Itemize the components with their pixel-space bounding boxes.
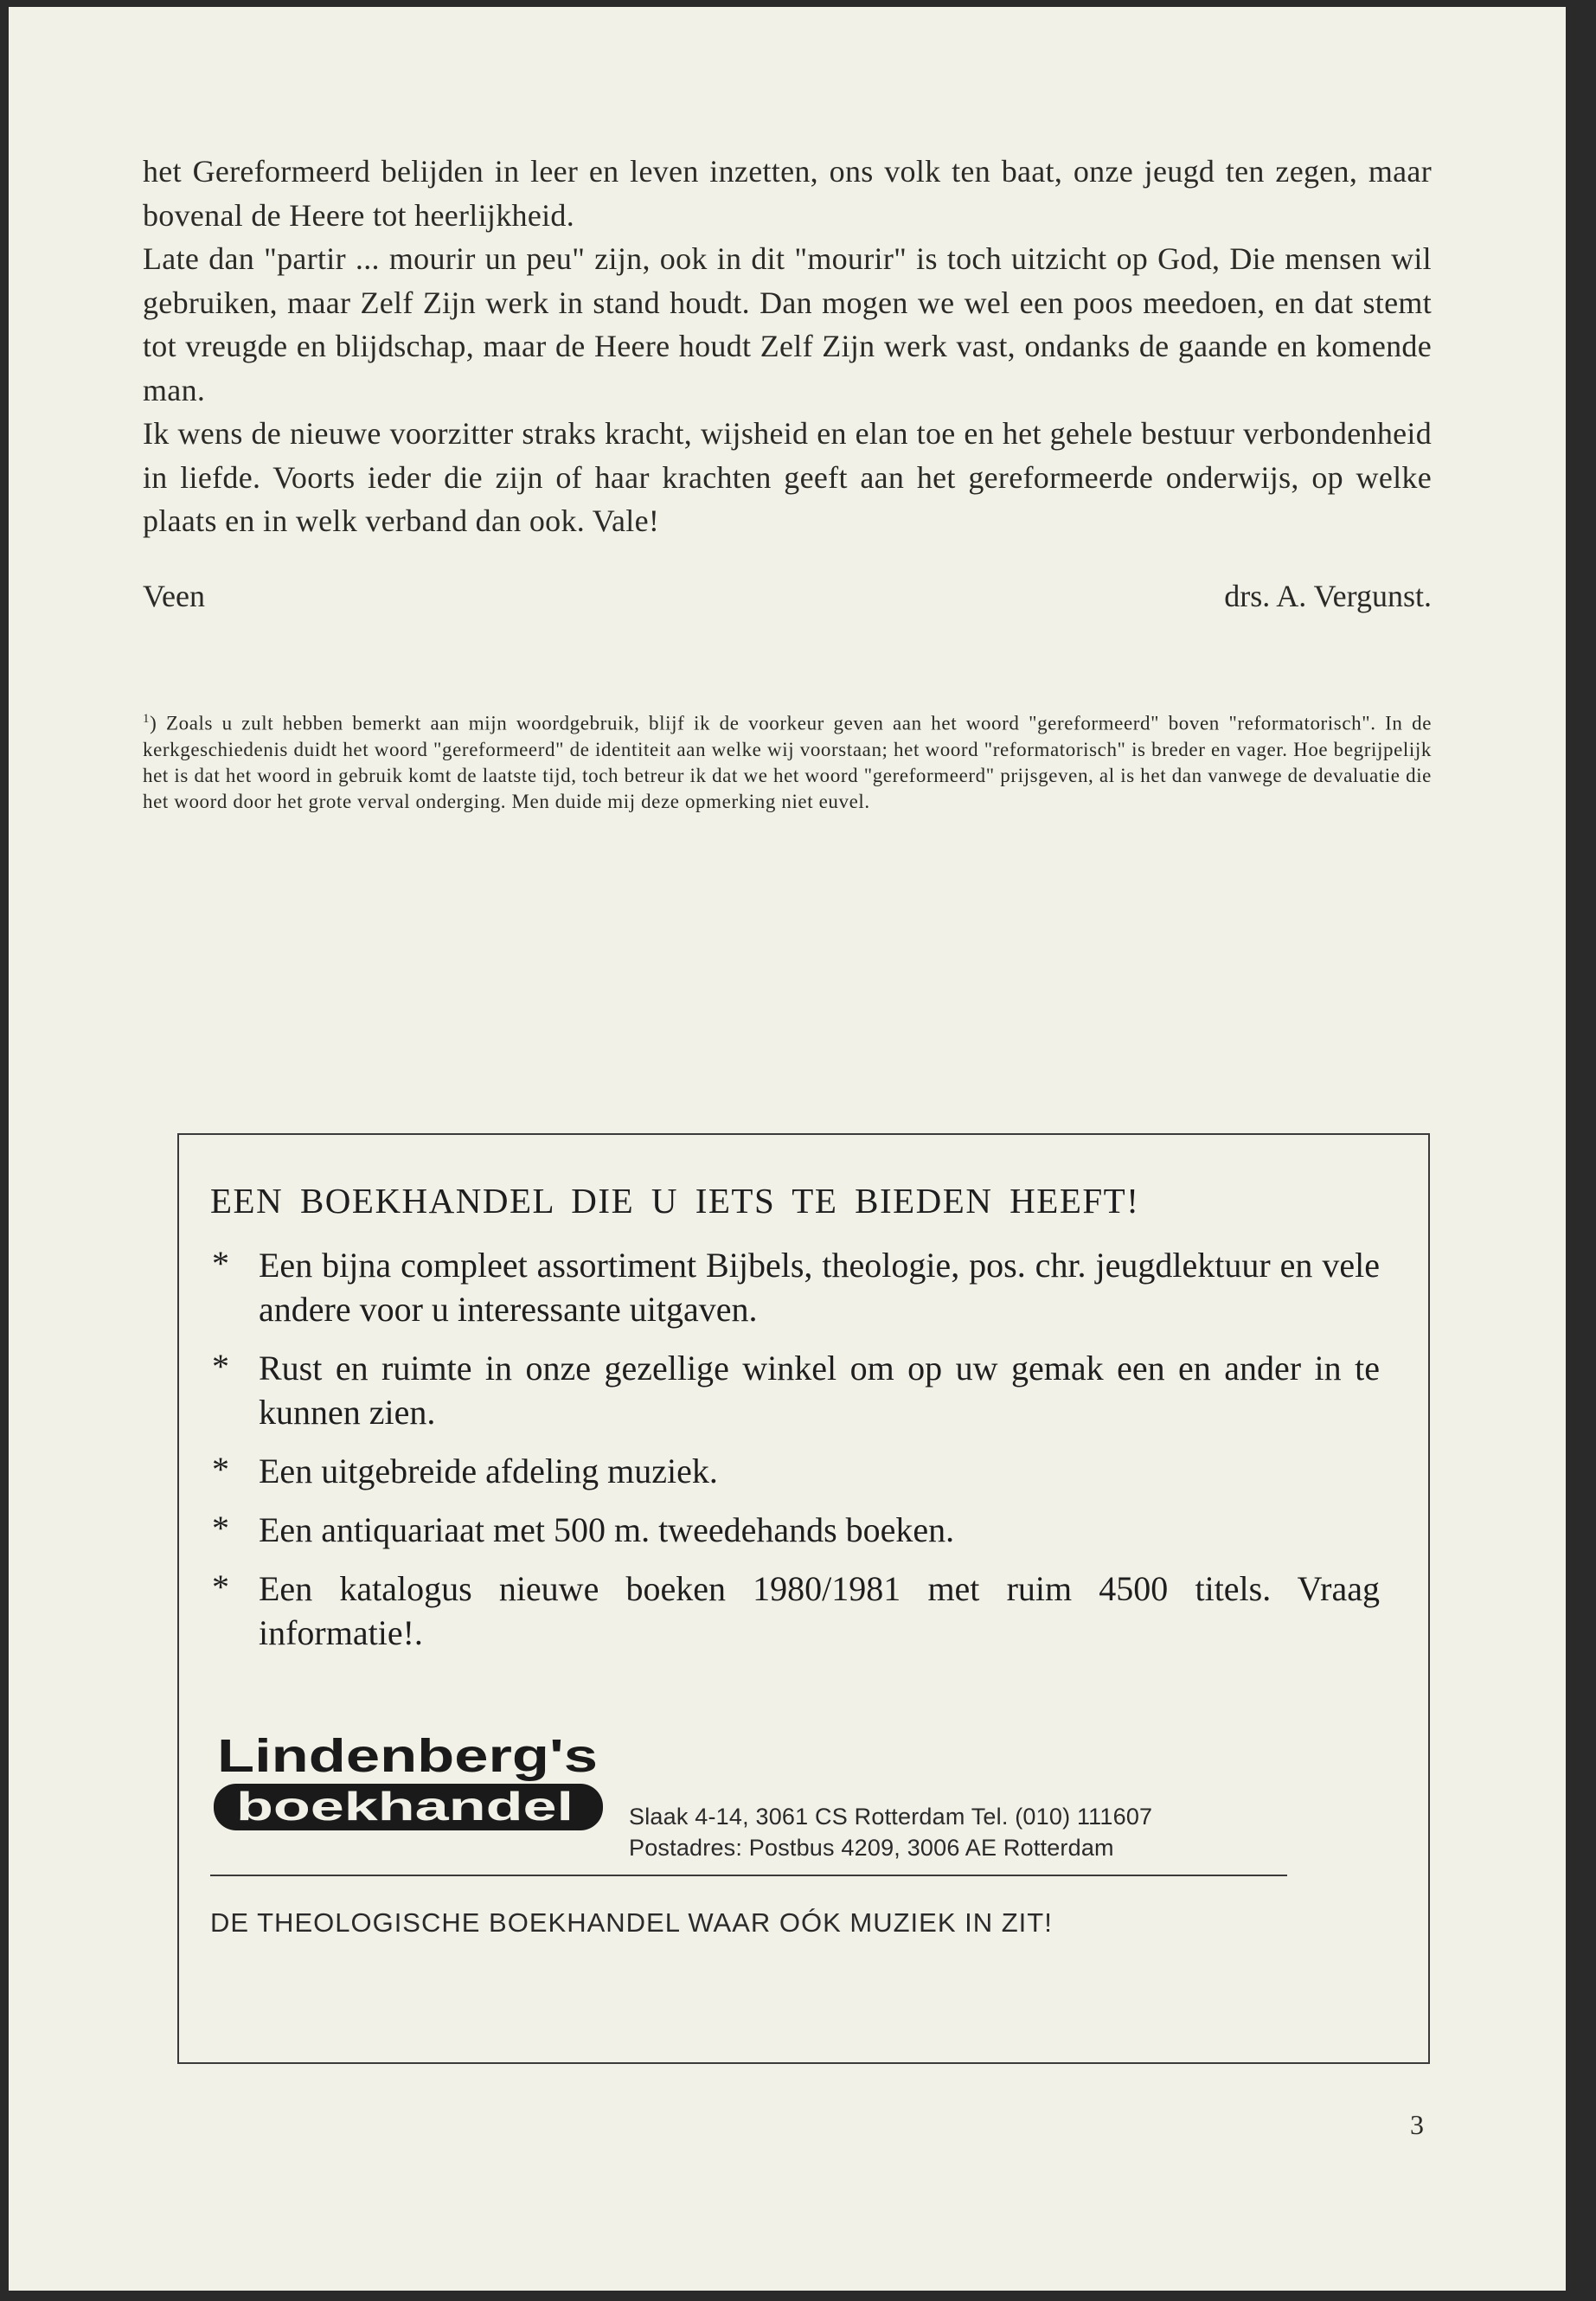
- page: [9, 7, 1566, 2291]
- footnote: $^1$) Zoals u zult hebben bemerkt aan mijn woordgebruik, blijf ik de voorkeur geven aan het woord "gereformeerd" boven "reformatorisch". In de kerkgeschiedenis duidt het woord "gereformeerd" de identiteit aan welke wij voorstaan; het woord "reformatorisch" is breder en vager. Hoe begrijpelijk het is dat het woord in gebruik komt de laatste tijd, toch betreur ik dat we het woord "gereformeerd" prijsgeven, al is het dan vanwege de devaluatie die het woord door het grote verval onderging. Men duide mij deze opmerking niet euvel.: [143, 712, 1433, 812]
- paragraph-2: Late dan "partir ... mourir un peu" zijn, ook in dit "mourir" is toch uitzicht op God, Die mensen wil gebruiken, maar Zelf Zijn werk in stand houdt. Dan mogen we wel een poos meedoen, en dat stemt tot vreugde en blijdschap, maar de Heere houdt Zelf Zijn werk vast, ondanks de gaande en komende man.: [143, 241, 1432, 407]
- asterisk-icon: *: [212, 1509, 229, 1548]
- ad-feature-list: [210, 1243, 1380, 1670]
- article-body: [143, 150, 1432, 543]
- address-postal: Postadres: Postbus 4209, 3006 AE Rotterdam: [629, 1835, 1114, 1861]
- asterisk-icon: *: [212, 1347, 229, 1386]
- logo-wordmark-bottom: boekhandel: [236, 1784, 574, 1829]
- list-item: [210, 1346, 1380, 1434]
- asterisk-icon: *: [212, 1244, 229, 1283]
- paragraph-1: het Gereformeerd belijden in leer en leven inzetten, ons volk ten baat, onze jeugd ten zegen, maar bovenal de Heere tot heerlijkheid.: [143, 154, 1432, 233]
- ad-item-text: Rust en ruimte in onze gezellige winkel om op uw gemak een en ander in te kunnen zien.: [259, 1349, 1380, 1432]
- signature-place: Veen: [143, 579, 205, 613]
- shop-address: [629, 1801, 1152, 1863]
- asterisk-icon: *: [212, 1450, 229, 1489]
- list-item: [210, 1243, 1380, 1331]
- ad-item-text: Een bijna compleet assortiment Bijbels, theologie, pos. chr. jeugdlektuur en vele andere voor u interessante uitgaven.: [259, 1246, 1380, 1329]
- footnote-marker: 1: [143, 712, 151, 726]
- lindenbergs-boekhandel-logo: [210, 1730, 617, 1836]
- shop-slogan: DE THEOLOGISCHE BOEKHANDEL WAAR OÓK MUZIEK IN ZIT!: [210, 1907, 1053, 1938]
- address-street: Slaak 4-14, 3061 CS Rotterdam Tel. (010) 111607: [629, 1804, 1153, 1830]
- logo-wordmark-top: Lindenberg's: [217, 1730, 598, 1782]
- signature-author: drs. A. Vergunst.: [1224, 579, 1432, 613]
- ad-item-text: Een katalogus nieuwe boeken 1980/1981 met ruim 4500 titels. Vraag informatie!.: [259, 1569, 1380, 1652]
- footnote-text: Zoals u zult hebben bemerkt aan mijn woordgebruik, blijf ik de voorkeur geven aan het woord "gereformeerd" boven "reformatorisch". In de kerkgeschiedenis duidt het woord "gereformeerd" de identiteit aan welke wij voorstaan; het woord "reformatorisch" is breder en vager. Hoe begrijpelijk het is dat het woord in gebruik komt de laatste tijd, toch betreur ik dat we het woord "gereformeerd" prijsgeven, al is het dan vanwege de devaluatie die het woord door het grote verval onderging. Men duide mij deze opmerking niet euvel.: [143, 712, 1433, 812]
- list-item: [210, 1567, 1380, 1655]
- asterisk-icon: *: [212, 1567, 229, 1606]
- list-item: [210, 1508, 1380, 1552]
- page-number: 3: [1410, 2109, 1424, 2140]
- bookshop-advertisement: [177, 1133, 1430, 2064]
- list-item: [210, 1449, 1380, 1493]
- ad-item-text: Een antiquariaat met 500 m. tweedehands boeken.: [259, 1510, 955, 1549]
- paragraph-3: Ik wens de nieuwe voorzitter straks kracht, wijsheid en elan toe en het gehele bestuur verbondenheid in liefde. Voorts ieder die zijn of haar krachten geeft aan het gereformeerde onderwijs, op welke plaats en in welk verband dan ook. Vale!: [143, 416, 1432, 538]
- ad-divider: [210, 1875, 1287, 1876]
- ad-title: EEN BOEKHANDEL DIE U IETS TE BIEDEN HEEFT!: [210, 1181, 1140, 1221]
- ad-item-text: Een uitgebreide afdeling muziek.: [259, 1452, 718, 1490]
